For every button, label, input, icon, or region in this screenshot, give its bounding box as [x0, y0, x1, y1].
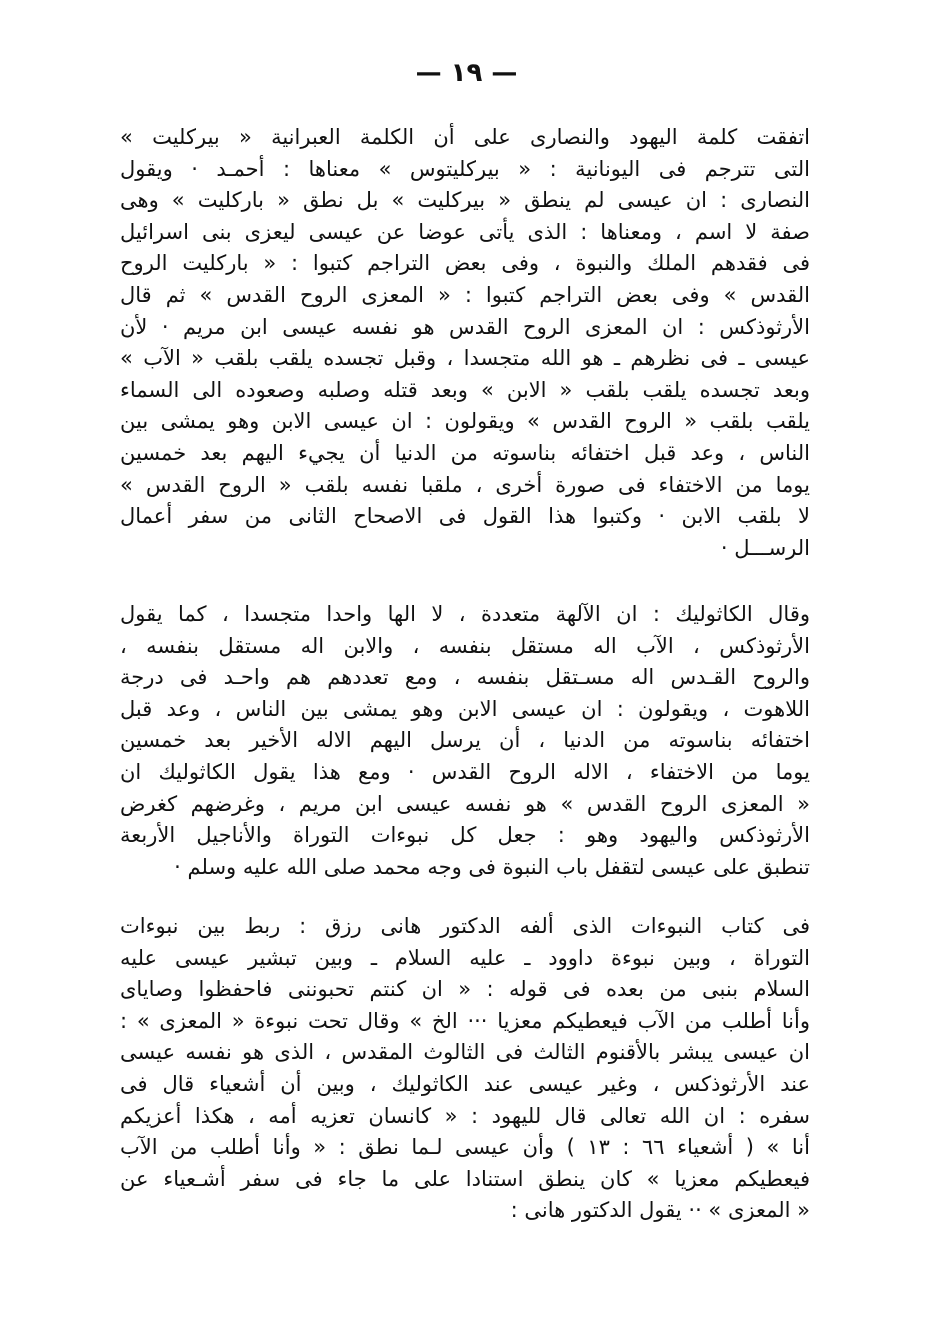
text-line: الأرثوذكس : ان المعزى الروح القدس هو نفسه عيسى ابن مريم · لأن	[120, 314, 810, 339]
text-line: اتفقت كلمة اليهود والنصارى على أن الكلمة العبرانية « بيركليت »	[120, 125, 810, 149]
text-line: النصارى : ان عيسى لم ينطق « بيركليت » بل نطق « باركليت » وهى	[120, 188, 810, 213]
paragraph-3	[120, 911, 810, 1227]
page-number: — ١٩ —	[415, 58, 518, 88]
paragraph-1	[120, 122, 810, 564]
text-line: فى فقدهم الملك والنبوة ، وفى بعض التراجم كتبوا : « باركليت الروح	[120, 251, 810, 276]
text-line: التوراة ، وبين نبوءة داوود ـ عليه السلام ـ وبين تبشير عيسى عليه	[120, 945, 810, 970]
text-line: لا بلقب الابن · وكتبوا هذا القول فى الاصحاح الثانى من سفر أعمال	[120, 504, 810, 529]
text-line: يوما من الاختفاء ، الاله الروح القدس · ومع هذا يقول الكاثوليك ان	[120, 759, 810, 784]
text-line: « المعزى الروح القدس » هو نفسه عيسى ابن مريم ، وغرضهم كغرض	[120, 791, 810, 816]
text-line: سفره : ان الله تعالى قال لليهود : « كانسان تعزيه أمه ، هكذا أعزيكم	[120, 1103, 810, 1128]
text-line: اللاهوت ، ويقولون : ان عيسى الابن وهو يمشى بين الناس ، وعد قبل	[120, 696, 810, 721]
text-line: القدس » وفى بعض التراجم كتبوا : « المعزى الروح القدس » ثم قال	[120, 282, 810, 307]
text-line: يوما من الاختفاء فى صورة أخرى ، ملقبا نفسه بلقب « الروح القدس »	[120, 472, 810, 497]
text-line: فى كتاب النبوءات الذى ألفه الدكتور هانى رزق : ربط بين نبوءات	[120, 914, 810, 938]
text-line: يلقب بلقب « الروح القدس » ويقولون : ان عيسى الابن وهو يمشى بين	[120, 409, 810, 434]
text-line: والروح القـدس اله مسـتقل بنفسه ، ومع تعددهم هم واحـد فى درجة	[120, 665, 810, 690]
text-line: عيسى ـ فى نظرهم ـ هو الله متجسدا ، وقبل تجسده يلقب بلقب « الآب »	[120, 346, 810, 371]
text-line: وبعد تجسده يلقب بلقب « الابن » وبعد قتله وصلبه وصعوده الى السماء	[120, 377, 810, 402]
text-line: الأرثوذكس واليهود وهو : جعل كل نبوءات التوراة والأناجيل الأربعة	[120, 823, 810, 848]
text-line: ان عيسى يبشر بالأقنوم الثالث فى الثالوث المقدس ، الذى هو نفسه عيسى	[120, 1040, 810, 1065]
text-line: فيعطيكم معزيا » كان ينطق استنادا على ما جاء فى سفر أشـعياء عن	[120, 1166, 810, 1191]
text-line: وقال الكاثوليك : ان الآلهة متعددة ، لا الها واحدا متجسدا ، كما يقول	[120, 602, 810, 626]
text-line: الأرثوذكس ، الآب اله مستقل بنفسه ، والابن اله مستقل بنفسه ،	[120, 633, 810, 658]
text-line: الرســـل ·	[720, 535, 810, 560]
text-line: اختفائه بناسوته من الدنيا ، أن يرسل اليهم الاله الأخير بعد خمسين	[120, 728, 810, 753]
paragraph-2	[120, 599, 810, 883]
text-line: صفة لا اسم ، ومعناها : الذى يأتى عوضا عن عيسى ليعزى بنى اسرائيل	[120, 219, 810, 244]
text-line: التى تترجم فى اليونانية : « بيركليتوس » معناها : أحمـد · ويقول	[120, 156, 810, 181]
text-line: الناس ، وعد قبل اختفائه بناسوته من الدنيا أن يجيء اليهم بعد خمسين	[120, 440, 810, 465]
text-line: « المعزى » ·· يقول الدكتور هانى :	[510, 1198, 810, 1223]
text-line: تنطبق على عيسى لتقفل باب النبوة فى وجه محمد صلى الله عليه وسلم ·	[174, 854, 810, 879]
text-line: السلام بنبى من بعده فى قوله : « ان كنتم تحبوننى فاحفظوا وصاياى	[120, 977, 810, 1002]
text-line: وأنا أطلب من الآب فيعطيكم معزيا ··· الخ » وقال تحت نبوءة « المعزى » :	[120, 1008, 810, 1033]
text-line: أنا » ( أشعياء ٦٦ : ١٣ ) وأن عيسى لـما نطق : « وأنا أطلب من الآب	[120, 1135, 810, 1160]
text-line: عند الأرثوذكس ، وغير عيسى عند الكاثوليك ، وبين أن أشعياء قال فى	[120, 1071, 810, 1096]
